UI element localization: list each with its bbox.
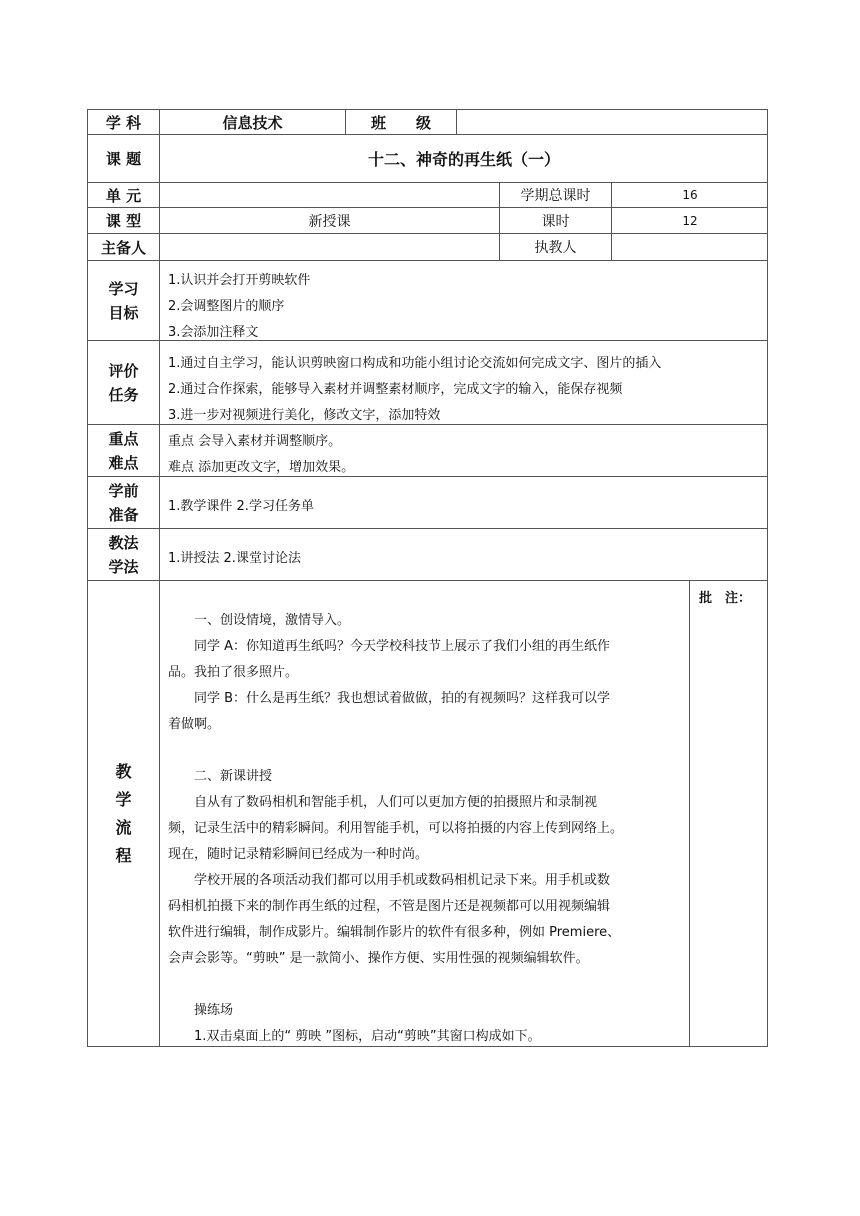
- goals-content-cell: [159, 260, 768, 340]
- topic-label-cell: [87, 134, 159, 182]
- total-hours-value-cell: [611, 182, 768, 207]
- goals-label-2: 目标: [108, 303, 139, 322]
- process-line: 自从有了数码相机和智能手机，人们可以更加方便的拍摄照片和录制视: [168, 795, 598, 810]
- preparation-label-cell: [87, 476, 159, 528]
- process-label-cell: [87, 580, 159, 1047]
- total-hours-value: 16: [682, 188, 698, 202]
- preparation-label-2: 准备: [108, 505, 139, 524]
- process-line: 现在，随时记录精彩瞬间已经成为一种时尚。: [168, 847, 429, 862]
- process-line: 码相机拍摄下来的制作再生纸的过程，不管是图片还是视频都可以用视频编辑: [168, 899, 611, 914]
- methods-content-cell: [159, 528, 768, 580]
- teacher-label-cell: [499, 233, 611, 260]
- key-points-label-1: 重点: [108, 429, 139, 448]
- evaluation-label-cell: [87, 340, 159, 424]
- evaluation-content-cell: [159, 340, 768, 424]
- subject-label: 学 科: [105, 113, 142, 132]
- process-line: 一、创设情境，激情导入。: [168, 613, 351, 628]
- goal-item: 2.会调整图片的顺序: [168, 299, 285, 314]
- process-line: 软件进行编辑，制作成影片。编辑制作影片的软件有很多种，例如 Premiere、: [168, 925, 621, 940]
- preparer-label-cell: [87, 233, 159, 260]
- goal-item: 3.会添加注释文: [168, 325, 259, 340]
- goals-label-1: 学习: [108, 279, 139, 298]
- hour-value: 12: [682, 213, 698, 228]
- hour-label: 课时: [541, 213, 570, 230]
- subject-value-cell: [159, 109, 345, 134]
- type-value: 新授课: [308, 213, 351, 230]
- hour-value-cell: [611, 207, 768, 233]
- process-line: 同学 B：什么是再生纸？我也想试着做做，拍的有视频吗？这样我可以学: [168, 691, 611, 706]
- evaluation-label-1: 评价: [108, 361, 139, 380]
- process-line: 品。我拍了很多照片。: [168, 665, 299, 680]
- key-points-label-2: 难点: [108, 453, 139, 472]
- process-line: 会声会影等。“剪映” 是一款简小、操作方便、实用性强的视频编辑软件。: [168, 951, 589, 966]
- subject-label-cell: [87, 109, 159, 134]
- unit-value-cell: [159, 182, 499, 207]
- preparer-value-cell: [159, 233, 499, 260]
- process-label-char: 教: [115, 762, 132, 781]
- difficult-point-line: 难点 添加更改文字，增加效果。: [168, 460, 355, 475]
- process-line: 二、新课讲授: [168, 769, 273, 784]
- key-points-content-cell: [159, 424, 768, 476]
- key-points-label-cell: [87, 424, 159, 476]
- unit-label: 单 元: [105, 186, 142, 205]
- topic-label: 课 题: [105, 150, 142, 168]
- preparer-label: 主备人: [100, 238, 146, 257]
- evaluation-item: 3.进一步对视频进行美化，修改文字，添加特效: [168, 408, 441, 423]
- goals-label-cell: [87, 260, 159, 340]
- class-label-cell: [345, 109, 456, 134]
- methods-line: 1.讲授法 2.课堂讨论法: [168, 551, 301, 566]
- notes-label: 批 注：: [699, 591, 752, 606]
- preparation-line: 1.教学课件 2.学习任务单: [168, 499, 314, 514]
- type-value-cell: [159, 207, 499, 233]
- process-label-char: 流: [115, 818, 132, 837]
- methods-label-1: 教法: [108, 533, 139, 552]
- teacher-label: 执教人: [534, 240, 577, 256]
- type-label: 课 型: [105, 212, 142, 230]
- total-hours-label-cell: [499, 182, 611, 207]
- topic-value-cell: [159, 134, 768, 182]
- methods-label-2: 学法: [108, 557, 139, 576]
- process-label-char: 学: [115, 790, 132, 809]
- process-label-char: 程: [115, 846, 132, 865]
- total-hours-label: 学期总课时: [520, 188, 591, 204]
- process-line: 频，记录生活中的精彩瞬间。利用智能手机，可以将拍摄的内容上传到网络上。: [168, 821, 624, 836]
- goal-item: 1.认识并会打开剪映软件: [168, 273, 311, 288]
- process-line: 同学 A：你知道再生纸吗？今天学校科技节上展示了我们小组的再生纸作: [168, 639, 611, 654]
- process-line: 1.双击桌面上的“ 剪映 ”图标，启动“剪映”其窗口构成如下。: [168, 1029, 541, 1044]
- teacher-value-cell: [611, 233, 768, 260]
- class-label: 班 级: [370, 113, 431, 132]
- process-line: 学校开展的各项活动我们都可以用手机或数码相机记录下来。用手机或数: [168, 873, 611, 888]
- hour-label-cell: [499, 207, 611, 233]
- preparation-label-1: 学前: [108, 481, 139, 500]
- key-point-line: 重点 会导入素材并调整顺序。: [168, 434, 342, 449]
- evaluation-label-2: 任务: [108, 385, 139, 404]
- preparation-content-cell: [159, 476, 768, 528]
- evaluation-item: 2.通过合作探索，能够导入素材并调整素材顺序，完成文字的输入，能保存视频: [168, 382, 623, 397]
- evaluation-item: 1.通过自主学习，能认识剪映窗口构成和功能小组讨论交流如何完成文字、图片的插入: [168, 356, 662, 371]
- lesson-plan-table: [87, 109, 768, 1047]
- process-line: 着做啊。: [168, 717, 221, 732]
- type-label-cell: [87, 207, 159, 233]
- methods-label-cell: [87, 528, 159, 580]
- subject-value: 信息技术: [222, 113, 283, 132]
- process-line: 操练场: [168, 1003, 234, 1018]
- notes-cell: [689, 580, 768, 1047]
- unit-label-cell: [87, 182, 159, 207]
- class-value-cell: [456, 109, 768, 134]
- process-content-cell: [159, 580, 689, 1047]
- lesson-title: 十二、神奇的再生纸（一）: [367, 150, 560, 169]
